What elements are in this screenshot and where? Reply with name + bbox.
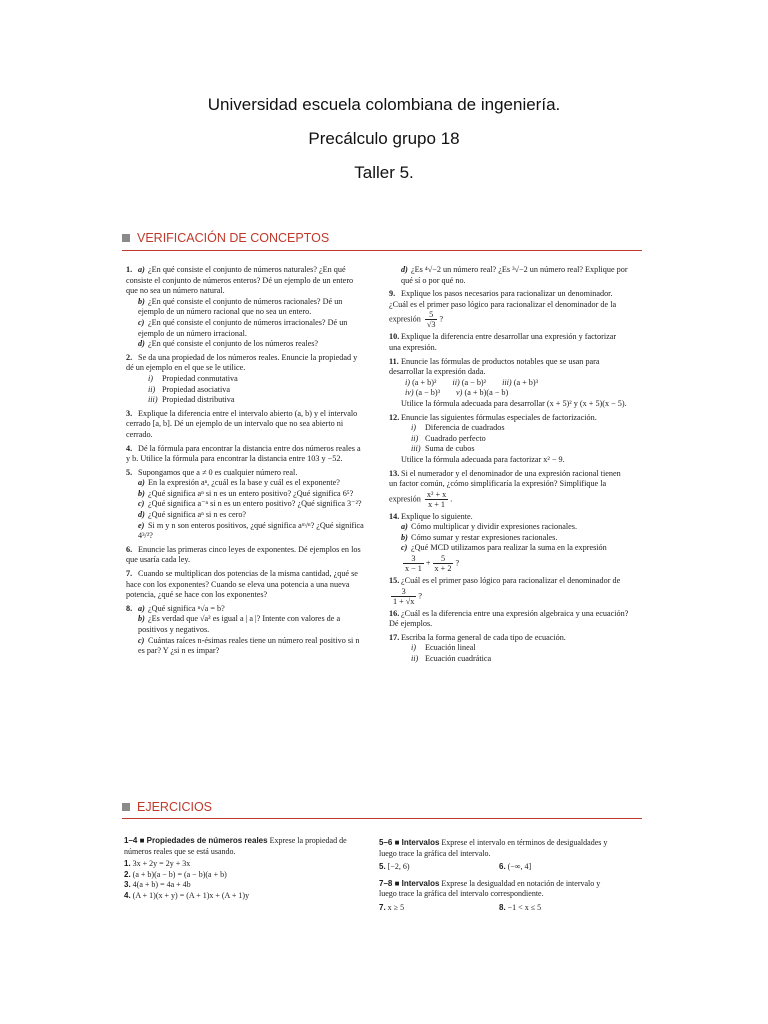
question-5: 5. Supongamos que a ≠ 0 es cualquier número real. a) En la expresión aⁿ, ¿cuál es la base y cuál es el exponente? b) ¿Qué significa aⁿ si n es un entero positivo? ¿Qué significa 6⁵? c) ¿Qué significa a⁻ⁿ si n es un entero positivo? ¿Qué significa 3⁻²? d) ¿Qué significa aⁿ si n es cero? e) Si m y n son enteros positivos, ¿qué significa aᵐ/ⁿ? ¿Qué significa 4³/²? <box>126 467 364 541</box>
exercise-row: 5. [−2, 6) 6. (−∞, 4] <box>379 862 532 872</box>
question-2: 2. Se da una propiedad de los números reales. Enuncie la propiedad y dé un ejemplo en el que se le utilice. i) Propiedad conmutativa ii) Propiedad asociativa iii) Propiedad distributiva <box>126 352 358 405</box>
exercises-heading-text: EJERCICIOS <box>137 800 213 814</box>
question-3: 3. Explique la diferencia entre el intervalo abierto (a, b) y el intervalo cerrado [a, b]. Dé un ejemplo de un intervalo que no sea abierto ni cerrado. <box>126 408 358 439</box>
question-7: 7. Cuando se multiplican dos potencias de la misma cantidad, ¿qué se hace con los exponentes? Cuando se eleva una potencia a una nueva potencia, ¿qué se hace con los exponentes? <box>126 569 358 600</box>
exercises-left: 1–4 ■ Propiedades de números reales Exprese la propiedad de números reales que se está usando. 1. 3x + 2y = 2y + 3x 2. (a + b)(a − b) = (a − b)(a + b) 3. 4(a + b) = 4a + 4b 4. (A + 1)(x + y) = (A + 1)x + (A + 1)y <box>124 836 360 902</box>
fraction: $\frac{\text{x² + x}}{x + 1}$ <box>426 489 447 509</box>
square-bullet-icon <box>122 803 130 811</box>
fraction: $\frac{5}{x + 2}$ <box>434 554 452 574</box>
question-9: 9. Explique los pasos necesarios para racionalizar un denominador. ¿Cuál es el primer paso lógico para racionalizar el denominador de la expresión $\frac{5}{√3}$ ? <box>389 289 617 330</box>
exercises-section-heading <box>122 800 212 814</box>
exercises-right: 5–6 ■ Intervalos Exprese el intervalo en términos de desigualdades y luego trace la gráfica del intervalo. 5. [−2, 6) 6. (−∞, 4] 7–8 ■ Intervalos Exprese la desigualdad en notación de intervalo y luego trace la gráfica del intervalo correspondiente. 7. x ≥ 5 8. −1 < x ≤ 5 <box>379 838 619 914</box>
question-8: 8. a) ¿Qué significa ⁿ√a = b? b) ¿Es verdad que √a² es igual a | a |? Intente con valores de a positivos y negativos. c) Cuántas raíces n-ésimas reales tiene un número real positivo si n es par? Y ¿si n es impar? <box>126 603 360 656</box>
fraction: $\frac{3}{x - 1}$ <box>405 554 422 574</box>
question-13: 13. Si el numerador y el denominador de una expresión racional tienen un factor común, ¿cómo simplificaría la expresión? Simplifique la expresión $\frac{\text{x² + x}}{x + 1}$ . <box>389 468 621 509</box>
square-bullet-icon <box>122 234 130 242</box>
exercise-item: 1. 3x + 2y = 2y + 3x <box>124 859 191 869</box>
exercise-item: 2. (a + b)(a − b) = (a − b)(a + b) <box>124 869 227 879</box>
workshop-title: Taller 5. <box>354 163 414 182</box>
section-divider <box>122 818 642 819</box>
question-4: 4. Dé la fórmula para encontrar la distancia entre dos números reales a y b. Utilice la fórmula para encontrar la distancia entre 103 y −52. <box>126 443 361 464</box>
question-16: 16. ¿Cuál es la diferencia entre una expresión algebraica y una ecuación? Dé ejemplos. <box>389 608 629 629</box>
concepts-heading-text: VERIFICACIÓN DE CONCEPTOS <box>137 231 330 245</box>
exercise-item: 4. (A + 1)(x + y) = (A + 1)x + (A + 1)y <box>124 890 250 900</box>
exercise-item: 3. 4(a + b) = 4a + 4b <box>124 880 191 890</box>
concepts-section-heading <box>122 231 329 245</box>
course-title: Precálculo grupo 18 <box>308 129 460 148</box>
left-questions-column <box>126 265 366 660</box>
right-questions-column <box>389 265 629 668</box>
fraction: $\frac{3}{1 + √x}$ <box>393 586 415 606</box>
question-15: 15. ¿Cuál es el primer paso lógico para racionalizar el denominador de $\frac{3}{1 + √x}$ ? <box>389 576 621 606</box>
section-divider <box>122 250 642 251</box>
question-6: 6. Enuncie las primeras cinco leyes de exponentes. Dé ejemplos en los que usaría cada ley. <box>126 544 361 565</box>
question-17: 17. Escriba la forma general de cada tipo de ecuación. i) Ecuación lineal ii) Ecuación cuadrática <box>389 632 566 664</box>
question-14: 14. Explique lo siguiente. a) Cómo multiplicar y dividir expresiones racionales. b) Cómo sumar y restar expresiones racionales. c) ¿Qué MCD utilizamos para realizar la suma en la expresión $\frac{3}{x - 1}$ + $\frac{5}{x + 2}$ ? <box>389 511 607 574</box>
question-8d: d) ¿Es ⁴√−2 un número real? ¿Es ³√−2 un número real? Explique por qué sí o por qué no. <box>401 265 628 285</box>
question-1: 1. a) ¿En qué consiste el conjunto de números naturales? ¿En qué consiste el conjunto de números enteros? Dé un ejemplo de un entero que no sea un número natural. b) ¿En qué consiste el conjunto de números racionales? Dé un ejemplo de un número racional que no sea un entero. c) ¿En qué consiste el conjunto de números irracionales? Dé un ejemplo de un número irracional. d) ¿En qué consiste el conjunto de los números reales? <box>126 265 354 349</box>
university-title: Universidad escuela colombiana de ingeniería. <box>207 95 561 114</box>
question-12: 12. Enuncie las siguientes fórmulas especiales de factorización. i) Diferencia de cuadrados ii) Cuadrado perfecto iii) Suma de cubos Utilice la fórmula adecuada para factorizar x² − 9. <box>389 412 597 464</box>
question-10: 10. Explique la diferencia entre desarrollar una expresión y factorizar una expresión. <box>389 332 617 352</box>
fraction: $\frac{5}{√3}$ <box>426 310 436 330</box>
question-11: 11. Enuncie las fórmulas de productos notables que se usan para desarrollar la expresión dada. i) (a + b)² ii) (a − b)² iii) (a + b)³ iv) (a − b)³ v) (a + b)(a − b) Utilice la fórmula adecuada para desarrollar (x + 5)² y (x + 5)(x − 5). <box>389 356 627 408</box>
exercise-row: 7. x ≥ 5 8. −1 < x ≤ 5 <box>379 902 542 912</box>
